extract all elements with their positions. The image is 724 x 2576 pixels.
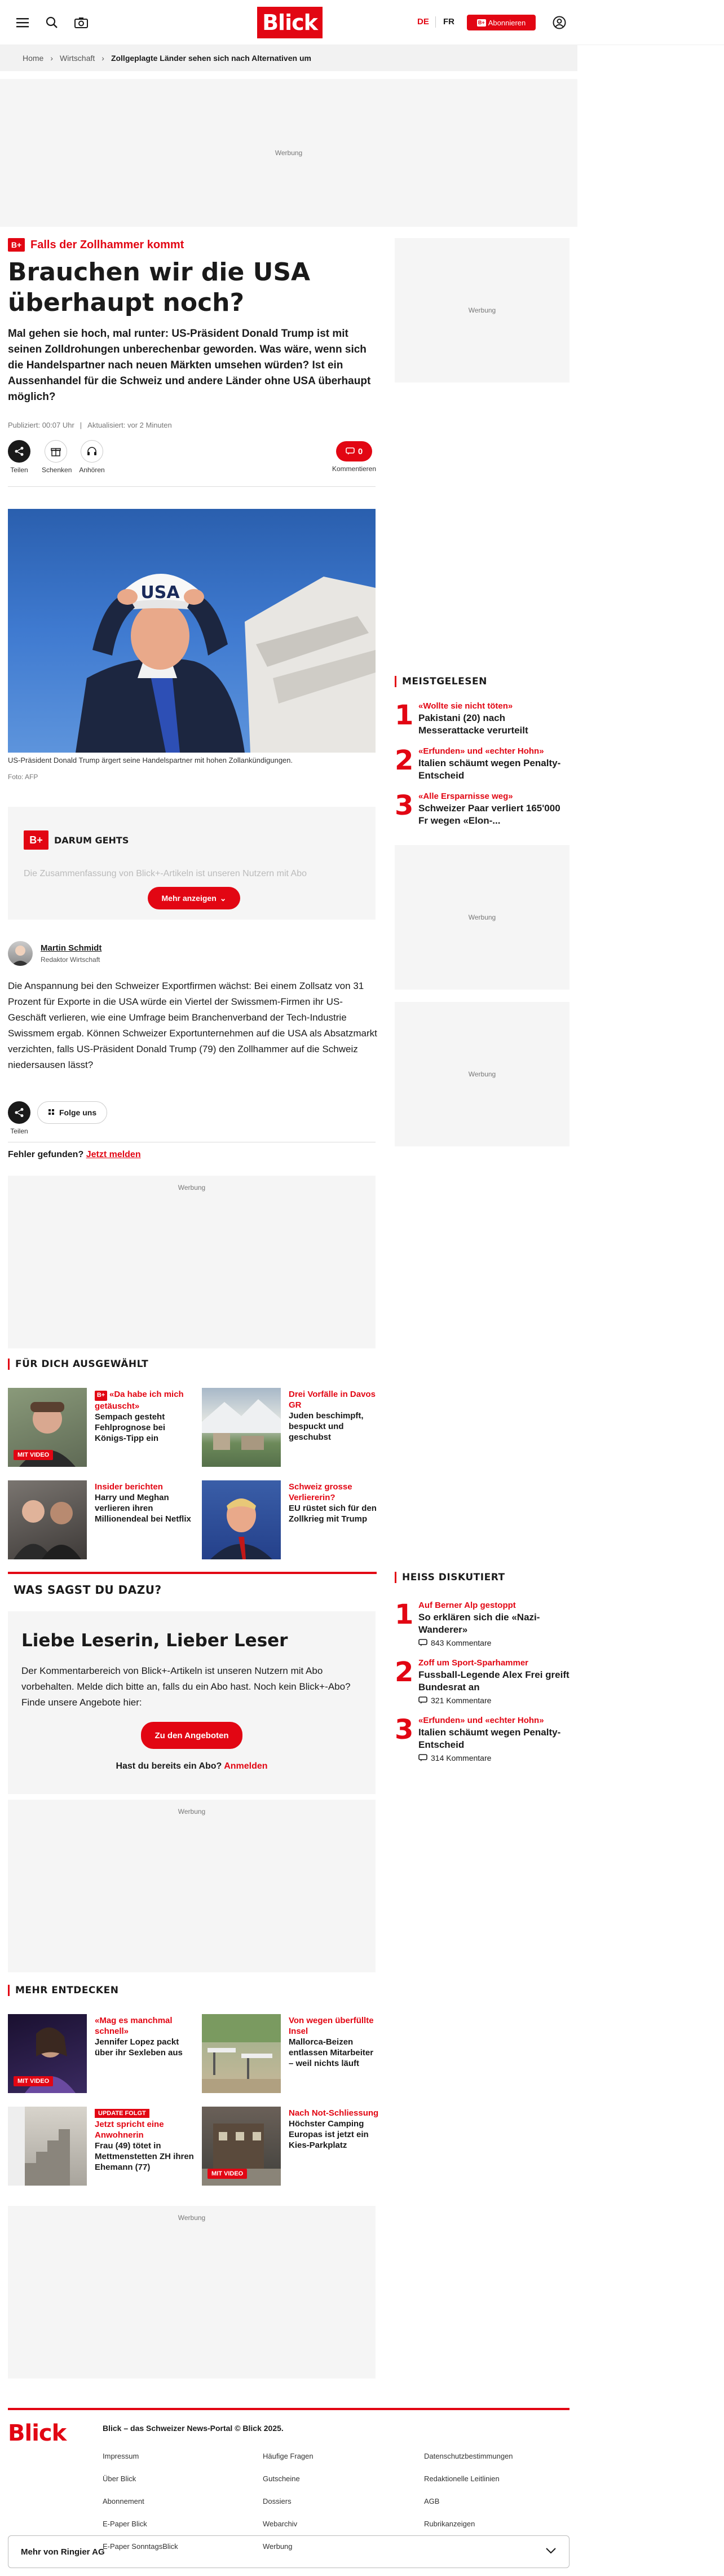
card-title: EU rüstet sich für den Zollkrieg mit Trump <box>289 1504 377 1524</box>
mehr-item-2[interactable] <box>289 2015 379 2069</box>
hero-image[interactable] <box>8 509 376 753</box>
rank-2: 2 <box>395 1656 414 1688</box>
comment-count: 314 Kommentare <box>431 1753 492 1762</box>
mg-kicker: «Wollte sie nicht töten» <box>418 701 513 711</box>
ad-top[interactable] <box>0 79 577 227</box>
menu-icon[interactable] <box>15 15 30 30</box>
fuer-dich-thumb-1[interactable] <box>8 1388 87 1467</box>
heiss-item-2[interactable] <box>418 1658 570 1705</box>
heiss-kicker: «Erfunden» und «echter Hohn» <box>418 1716 544 1725</box>
summary-box <box>8 807 376 920</box>
lang-fr[interactable]: FR <box>443 17 454 27</box>
article-kicker-row <box>8 238 184 252</box>
footer-link[interactable]: Werbung <box>263 2542 293 2551</box>
footer-tagline: Blick – das Schweizer News-Portal © Blick 2025. <box>103 2424 284 2433</box>
card-kicker: Jetzt spricht eine Anwohnerin <box>95 2120 164 2140</box>
meistgelesen-item-1[interactable] <box>418 701 570 737</box>
gift-action[interactable] <box>42 440 70 474</box>
mg-kicker: «Alle Ersparnisse weg» <box>418 792 513 801</box>
cap-text: USA <box>140 583 180 603</box>
follow-button[interactable] <box>37 1101 107 1124</box>
comments-login-box <box>8 1611 376 1794</box>
heiss-item-1[interactable] <box>418 1600 570 1647</box>
lang-de[interactable]: DE <box>417 17 429 27</box>
ad-sidebar-2[interactable] <box>395 845 570 990</box>
error-link[interactable]: Jetzt melden <box>86 1150 141 1159</box>
ad-label: Werbung <box>178 1184 206 1192</box>
author-name[interactable]: Martin Schmidt <box>41 943 102 953</box>
comments-rule <box>8 1572 377 1574</box>
video-badge: MIT VIDEO <box>208 2169 247 2179</box>
gift-label: Schenken <box>42 466 72 474</box>
abo-label: Abonnieren <box>488 18 526 27</box>
article-meta <box>8 421 172 429</box>
ad-mid[interactable] <box>8 1176 376 1348</box>
ad-label: Werbung <box>178 1808 206 1815</box>
headphones-icon <box>81 440 103 463</box>
ad-sidebar-3[interactable] <box>395 1002 570 1146</box>
fuer-dich-title: FÜR DICH AUSGEWÄHLT <box>8 1359 148 1370</box>
card-title: Mallorca-Beizen entlassen Mitarbeiter – weil nichts läuft <box>289 2037 374 2068</box>
fuer-dich-thumb-3[interactable] <box>8 1480 87 1559</box>
mehr-thumb-2[interactable] <box>202 2014 281 2093</box>
share-label: Teilen <box>10 1127 28 1135</box>
login-row <box>8 1761 376 1771</box>
ad-label: Werbung <box>275 149 303 157</box>
published-time: Publiziert: 00:07 Uhr <box>8 421 74 429</box>
bplus-icon: B+ <box>477 19 486 27</box>
ad-label: Werbung <box>178 2214 206 2222</box>
listen-label: Anhören <box>79 466 105 474</box>
footer-link[interactable]: AGB <box>424 2497 440 2505</box>
footer-link[interactable]: Webarchiv <box>263 2520 298 2528</box>
show-more-button[interactable] <box>148 887 240 909</box>
mehr-thumb-3[interactable] <box>8 2107 87 2186</box>
article-body: Die Anspannung bei den Schweizer Exportfirmen wächst: Bei einem Zollsatz von 31 Prozent für Exporte in die USA würde ein Viertel der Swissmem-Firmen ihr US-Geschäft verlieren, wie eine Umfrage beim Branchenverband der Tech-Industrie Swissmem ergab. Können Schweizer Exportunternehmen auf die USA als Absatzmarkt verzichten, falls US-Präsident Donald Trump (79) den Zollhammer auf die Schweiz niedersausen lässt? <box>8 981 377 1070</box>
meta-divider: | <box>80 421 82 429</box>
meistgelesen-item-2[interactable] <box>418 746 570 782</box>
ringier-dropdown[interactable] <box>8 2535 570 2568</box>
card-title: Juden beschimpft, bespuckt und geschubst <box>289 1411 364 1442</box>
comment-count-row <box>418 1696 570 1705</box>
footer-link[interactable]: E-Paper SonntagsBlick <box>103 2542 178 2551</box>
share-bottom[interactable] <box>8 1101 30 1135</box>
comment-label: Kommentieren <box>332 465 377 473</box>
card-kicker: Nach Not-Schliessung <box>289 2108 379 2118</box>
mehr-thumb-1[interactable] <box>8 2014 87 2093</box>
footer-link[interactable]: Impressum <box>103 2452 139 2460</box>
follow-label: Folge uns <box>59 1108 97 1117</box>
footer-col-3 <box>424 2452 513 2528</box>
offers-button[interactable]: Zu den Angeboten <box>141 1722 242 1749</box>
divider <box>8 486 376 487</box>
author-role: Redaktor Wirtschaft <box>41 956 100 964</box>
breadcrumb-home[interactable]: Home <box>23 54 44 63</box>
chevron-right-icon: › <box>101 54 104 63</box>
summary-title: DARUM GEHTS <box>54 834 129 846</box>
blick-logo[interactable]: Blick <box>257 7 323 38</box>
chevron-down-icon: ⌄ <box>219 893 227 903</box>
share-icon <box>8 440 30 463</box>
heiss-item-3[interactable] <box>418 1715 570 1762</box>
updated-time: Aktualisiert: vor 2 Minuten <box>87 421 172 429</box>
video-badge: MIT VIDEO <box>14 2076 53 2086</box>
error-text: Fehler gefunden? <box>8 1150 84 1159</box>
heiss-kicker: Zoff um Sport-Sparhammer <box>418 1658 529 1668</box>
breadcrumb-wirtschaft[interactable]: Wirtschaft <box>60 54 95 63</box>
bplus-icon: B+ <box>95 1391 107 1401</box>
fuer-dich-item-1[interactable] <box>95 1389 196 1444</box>
footer-logo[interactable]: Blick <box>8 2420 67 2446</box>
bell-icon <box>48 1108 55 1117</box>
card-title: Harry und Meghan verlieren ihren Millionendeal bei Netflix <box>95 1493 191 1524</box>
footer-link[interactable]: Abonnement <box>103 2497 144 2505</box>
comment-icon <box>418 1754 427 1762</box>
mg-title: Schweizer Paar verliert 165'000 Fr wegen «Elon-... <box>418 803 560 826</box>
chevron-down-icon <box>545 2547 557 2557</box>
footer-link[interactable]: Rubrikanzeigen <box>424 2520 475 2528</box>
ad-label: Werbung <box>468 306 496 314</box>
abo-button[interactable] <box>467 15 536 30</box>
fuer-dich-thumb-2[interactable] <box>202 1388 281 1467</box>
card-kicker: Von wegen überfüllte Insel <box>289 2016 374 2036</box>
rank-1: 1 <box>395 1599 414 1630</box>
mg-kicker: «Erfunden» und «echter Hohn» <box>418 746 544 756</box>
rank-1: 1 <box>395 700 414 731</box>
heiss-headline: Italien schäumt wegen Penalty-Entscheid <box>418 1727 561 1750</box>
login-link[interactable]: Anmelden <box>224 1761 268 1771</box>
lang-divider <box>435 16 436 28</box>
comment-icon <box>346 447 355 455</box>
footer-link[interactable]: E-Paper Blick <box>103 2520 147 2528</box>
footer-link[interactable]: Häufige Fragen <box>263 2452 314 2460</box>
card-kicker: Insider berichten <box>95 1482 163 1492</box>
gift-icon <box>45 440 67 463</box>
trump-photo <box>8 509 376 753</box>
card-title: Höchster Camping Europas ist jetzt ein Kies-Parkplatz <box>289 2119 369 2150</box>
comment-count: 0 <box>357 446 363 456</box>
ad-sidebar-1[interactable] <box>395 238 570 383</box>
image-credit: Foto: AFP <box>8 773 38 781</box>
meistgelesen-item-3[interactable] <box>418 791 570 827</box>
summary-header <box>24 830 129 850</box>
ad-bottom[interactable] <box>8 2206 376 2379</box>
comments-greeting: Liebe Leserin, Lieber Leser <box>21 1630 288 1651</box>
footer-link[interactable]: Datenschutzbestimmungen <box>424 2452 513 2460</box>
video-badge: MIT VIDEO <box>14 1450 53 1460</box>
summary-text: Die Zusammenfassung von Blick+-Artikeln ist unseren Nutzern mit Abo <box>24 869 307 878</box>
fuer-dich-item-4[interactable] <box>289 1482 379 1524</box>
camera-icon[interactable] <box>73 15 89 30</box>
fuer-dich-item-3[interactable] <box>95 1482 196 1524</box>
heiss-kicker: Auf Berner Alp gestoppt <box>418 1601 516 1610</box>
article-kicker: Falls der Zollhammer kommt <box>30 238 184 251</box>
rank-3: 3 <box>395 790 414 821</box>
footer-link[interactable]: Dossiers <box>263 2497 292 2505</box>
breadcrumb <box>0 45 577 71</box>
show-more-label: Mehr anzeigen <box>161 894 217 903</box>
article-lead: Mal gehen sie hoch, mal runter: US-Präsident Donald Trump ist mit seinen Zolldrohungen unberechenbar geworden. Was wäre, wenn sich die Handelspartner nach neuen Märkten umsehen würden? Ist ein Aussenhandel für die Schweiz und andere Länder ohne USA überhaupt möglich? <box>8 328 371 403</box>
user-icon[interactable] <box>551 15 567 30</box>
ad-lower[interactable] <box>8 1800 376 1972</box>
image-caption: US-Präsident Donald Trump ärgert seine Handelspartner mit hohen Zollankündigungen. <box>8 756 293 764</box>
heiss-headline: Fussball-Legende Alex Frei greift Bundesrat an <box>418 1669 570 1693</box>
heiss-headline: So erklären sich die «Nazi-Wanderer» <box>418 1612 540 1635</box>
ad-label: Werbung <box>468 1070 496 1078</box>
breadcrumb-current: Zollgeplagte Länder sehen sich nach Alternativen um <box>111 54 311 63</box>
rank-2: 2 <box>395 745 414 776</box>
bplus-icon: B+ <box>8 238 25 252</box>
card-title: Frau (49) tötet in Mettmenstetten ZH ihren Ehemann (77) <box>95 2141 194 2172</box>
search-icon[interactable] <box>44 15 60 30</box>
card-kicker: Schweiz grosse Verliererin? <box>289 1482 352 1502</box>
mehr-item-4[interactable] <box>289 2108 379 2151</box>
fuer-dich-item-2[interactable] <box>289 1389 379 1443</box>
comment-count-pill <box>336 441 372 461</box>
error-report <box>8 1150 141 1160</box>
ad-label: Werbung <box>468 913 496 921</box>
mg-title: Pakistani (20) nach Messerattacke verurteilt <box>418 713 528 736</box>
author-avatar[interactable] <box>8 941 33 966</box>
comment-icon <box>418 1639 427 1647</box>
comment-count-row <box>418 1638 570 1647</box>
mehr-item-3[interactable] <box>95 2108 196 2173</box>
rank-3: 3 <box>395 1714 414 1746</box>
footer-link[interactable]: Redaktionelle Leitlinien <box>424 2474 500 2483</box>
mehr-thumb-4[interactable] <box>202 2107 281 2186</box>
heiss-title: HEISS DISKUTIERT <box>395 1572 505 1583</box>
comment-icon <box>418 1696 427 1704</box>
chevron-right-icon: › <box>50 54 54 63</box>
share-icon <box>8 1101 30 1124</box>
site-header <box>0 0 724 45</box>
footer-rule <box>8 2408 570 2410</box>
card-kicker: «Da habe ich mich getäuscht» <box>95 1390 184 1411</box>
card-kicker: Drei Vorfälle in Davos GR <box>289 1390 376 1410</box>
card-title: Jennifer Lopez packt über ihr Sexleben aus <box>95 2037 183 2058</box>
login-question: Hast du bereits ein Abo? <box>116 1761 222 1771</box>
footer-link[interactable]: Über Blick <box>103 2474 136 2483</box>
mehr-title: MEHR ENTDECKEN <box>8 1985 118 1996</box>
comment-count: 843 Kommentare <box>431 1638 492 1647</box>
update-tag: UPDATE FOLGT <box>95 2109 149 2118</box>
fuer-dich-thumb-4[interactable] <box>202 1480 281 1559</box>
mehr-item-1[interactable] <box>95 2015 196 2058</box>
share-label: Teilen <box>10 466 28 474</box>
article-title: Brauchen wir die USA überhaupt noch? <box>8 258 311 317</box>
comment-count: 321 Kommentare <box>431 1696 492 1705</box>
comments-action[interactable] <box>332 441 377 473</box>
mg-title: Italien schäumt wegen Penalty-Entscheid <box>418 758 561 781</box>
listen-action[interactable] <box>78 440 106 474</box>
comments-section-title: WAS SAGST DU DAZU? <box>14 1583 162 1597</box>
footer-link[interactable]: Gutscheine <box>263 2474 300 2483</box>
comments-text: Der Kommentarbereich von Blick+-Artikeln ist unseren Nutzern mit Abo vorbehalten. Melde dich bitte an, falls du ein Abo hast. Noch kein Blick+-Abo? Finde unsere Angebote hier: <box>21 1665 351 1708</box>
comment-count-row <box>418 1753 570 1762</box>
meistgelesen-title: MEISTGELESEN <box>395 676 487 687</box>
share-action[interactable] <box>8 440 33 474</box>
card-kicker: «Mag es manchmal schnell» <box>95 2016 173 2036</box>
bplus-icon: B+ <box>24 830 48 850</box>
ringier-label: Mehr von Ringier AG <box>21 2547 105 2557</box>
card-title: Sempach gesteht Fehlprognose bei Königs-Tipp ein <box>95 1412 166 1443</box>
